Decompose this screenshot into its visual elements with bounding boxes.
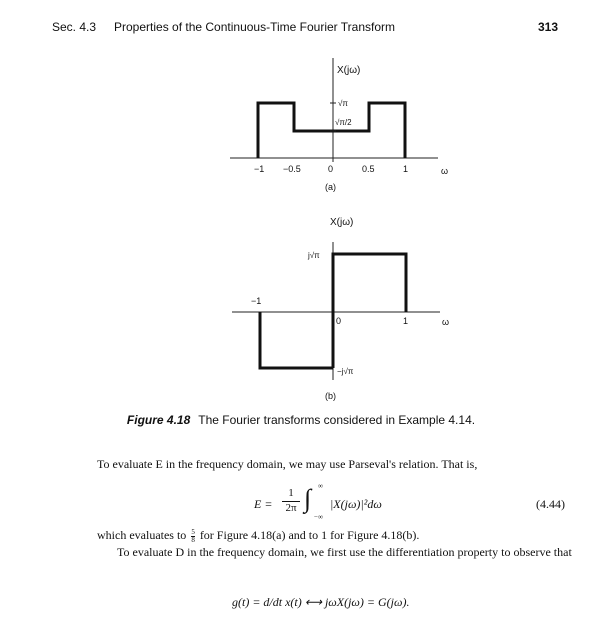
fig-b-tick-neg1: −1 — [251, 296, 262, 306]
fig-b-level-bottom: −j√π — [337, 367, 354, 376]
figure-caption — [0, 413, 602, 427]
fig-b-xlabel: ω — [442, 317, 450, 327]
fig-b-level-top: j√π — [308, 251, 320, 260]
equation-differentiation: g(t) = d/dt x(t) ⟷ jωX(jω) = G(jω). — [232, 595, 410, 609]
fig-a-level-high: √π — [338, 99, 348, 108]
fig-b-ylabel: X(jω) — [330, 217, 354, 228]
fig-a-tick-neg1: −1 — [254, 164, 265, 174]
equation-number: (4.44) — [536, 497, 565, 511]
eq-frac-num: 1 — [282, 486, 300, 502]
caption-label: Figure 4.18 — [126, 413, 191, 427]
fig-b-spectrum-pos — [333, 254, 409, 368]
eq-lower-limit: −∞ — [314, 513, 323, 521]
fig-a-tick-05: 0.5 — [362, 164, 375, 174]
fig-a-ylabel: X(jω) — [337, 65, 361, 76]
figure-a — [0, 0, 602, 200]
figure-b — [0, 200, 602, 410]
fig-b-tag: (b) — [325, 391, 336, 401]
p2-end: for Figure 4.18(a) and to 1 for Figure 4.18(b). — [199, 528, 420, 542]
fig-a-tick-0: 0 — [328, 164, 334, 174]
paragraph-2 — [97, 527, 577, 545]
eq-frac-den: 2π — [285, 502, 297, 514]
fig-a-tick-neg05: −0.5 — [283, 164, 301, 174]
eq-body: |X(jω)|²dω — [330, 497, 382, 511]
running-title: Properties of the Continuous-Time Fourier Transform — [114, 20, 395, 34]
page-number: 313 — [538, 20, 559, 34]
paragraph-3: To evaluate D in the frequency domain, we first use the differentiation property to observe that — [117, 545, 572, 559]
fig-b-tick-1: 1 — [403, 316, 409, 326]
equation-4-44 — [254, 482, 574, 521]
eq-upper-limit: ∞ — [318, 482, 323, 490]
p2-start: which evaluates to — [97, 528, 187, 542]
eq-lhs: E = — [254, 497, 273, 511]
fig-b-spectrum-neg — [260, 312, 333, 368]
fig-b-tick-0: 0 — [336, 316, 342, 326]
p2-fraction: $\frac{5}{8}$ — [191, 527, 195, 544]
paragraph-1: To evaluate E in the frequency domain, we may use Parseval's relation. That is, — [97, 457, 478, 471]
caption-text: The Fourier transforms considered in Example 4.14. — [198, 413, 476, 427]
fig-a-xlabel: ω — [441, 166, 449, 176]
fig-a-level-low: √π/2 — [335, 118, 352, 127]
integral-sign: ∫ — [304, 484, 312, 513]
fig-a-tick-1: 1 — [403, 164, 409, 174]
section-label: Sec. 4.3 — [52, 20, 97, 34]
fig-a-tag: (a) — [325, 182, 336, 192]
